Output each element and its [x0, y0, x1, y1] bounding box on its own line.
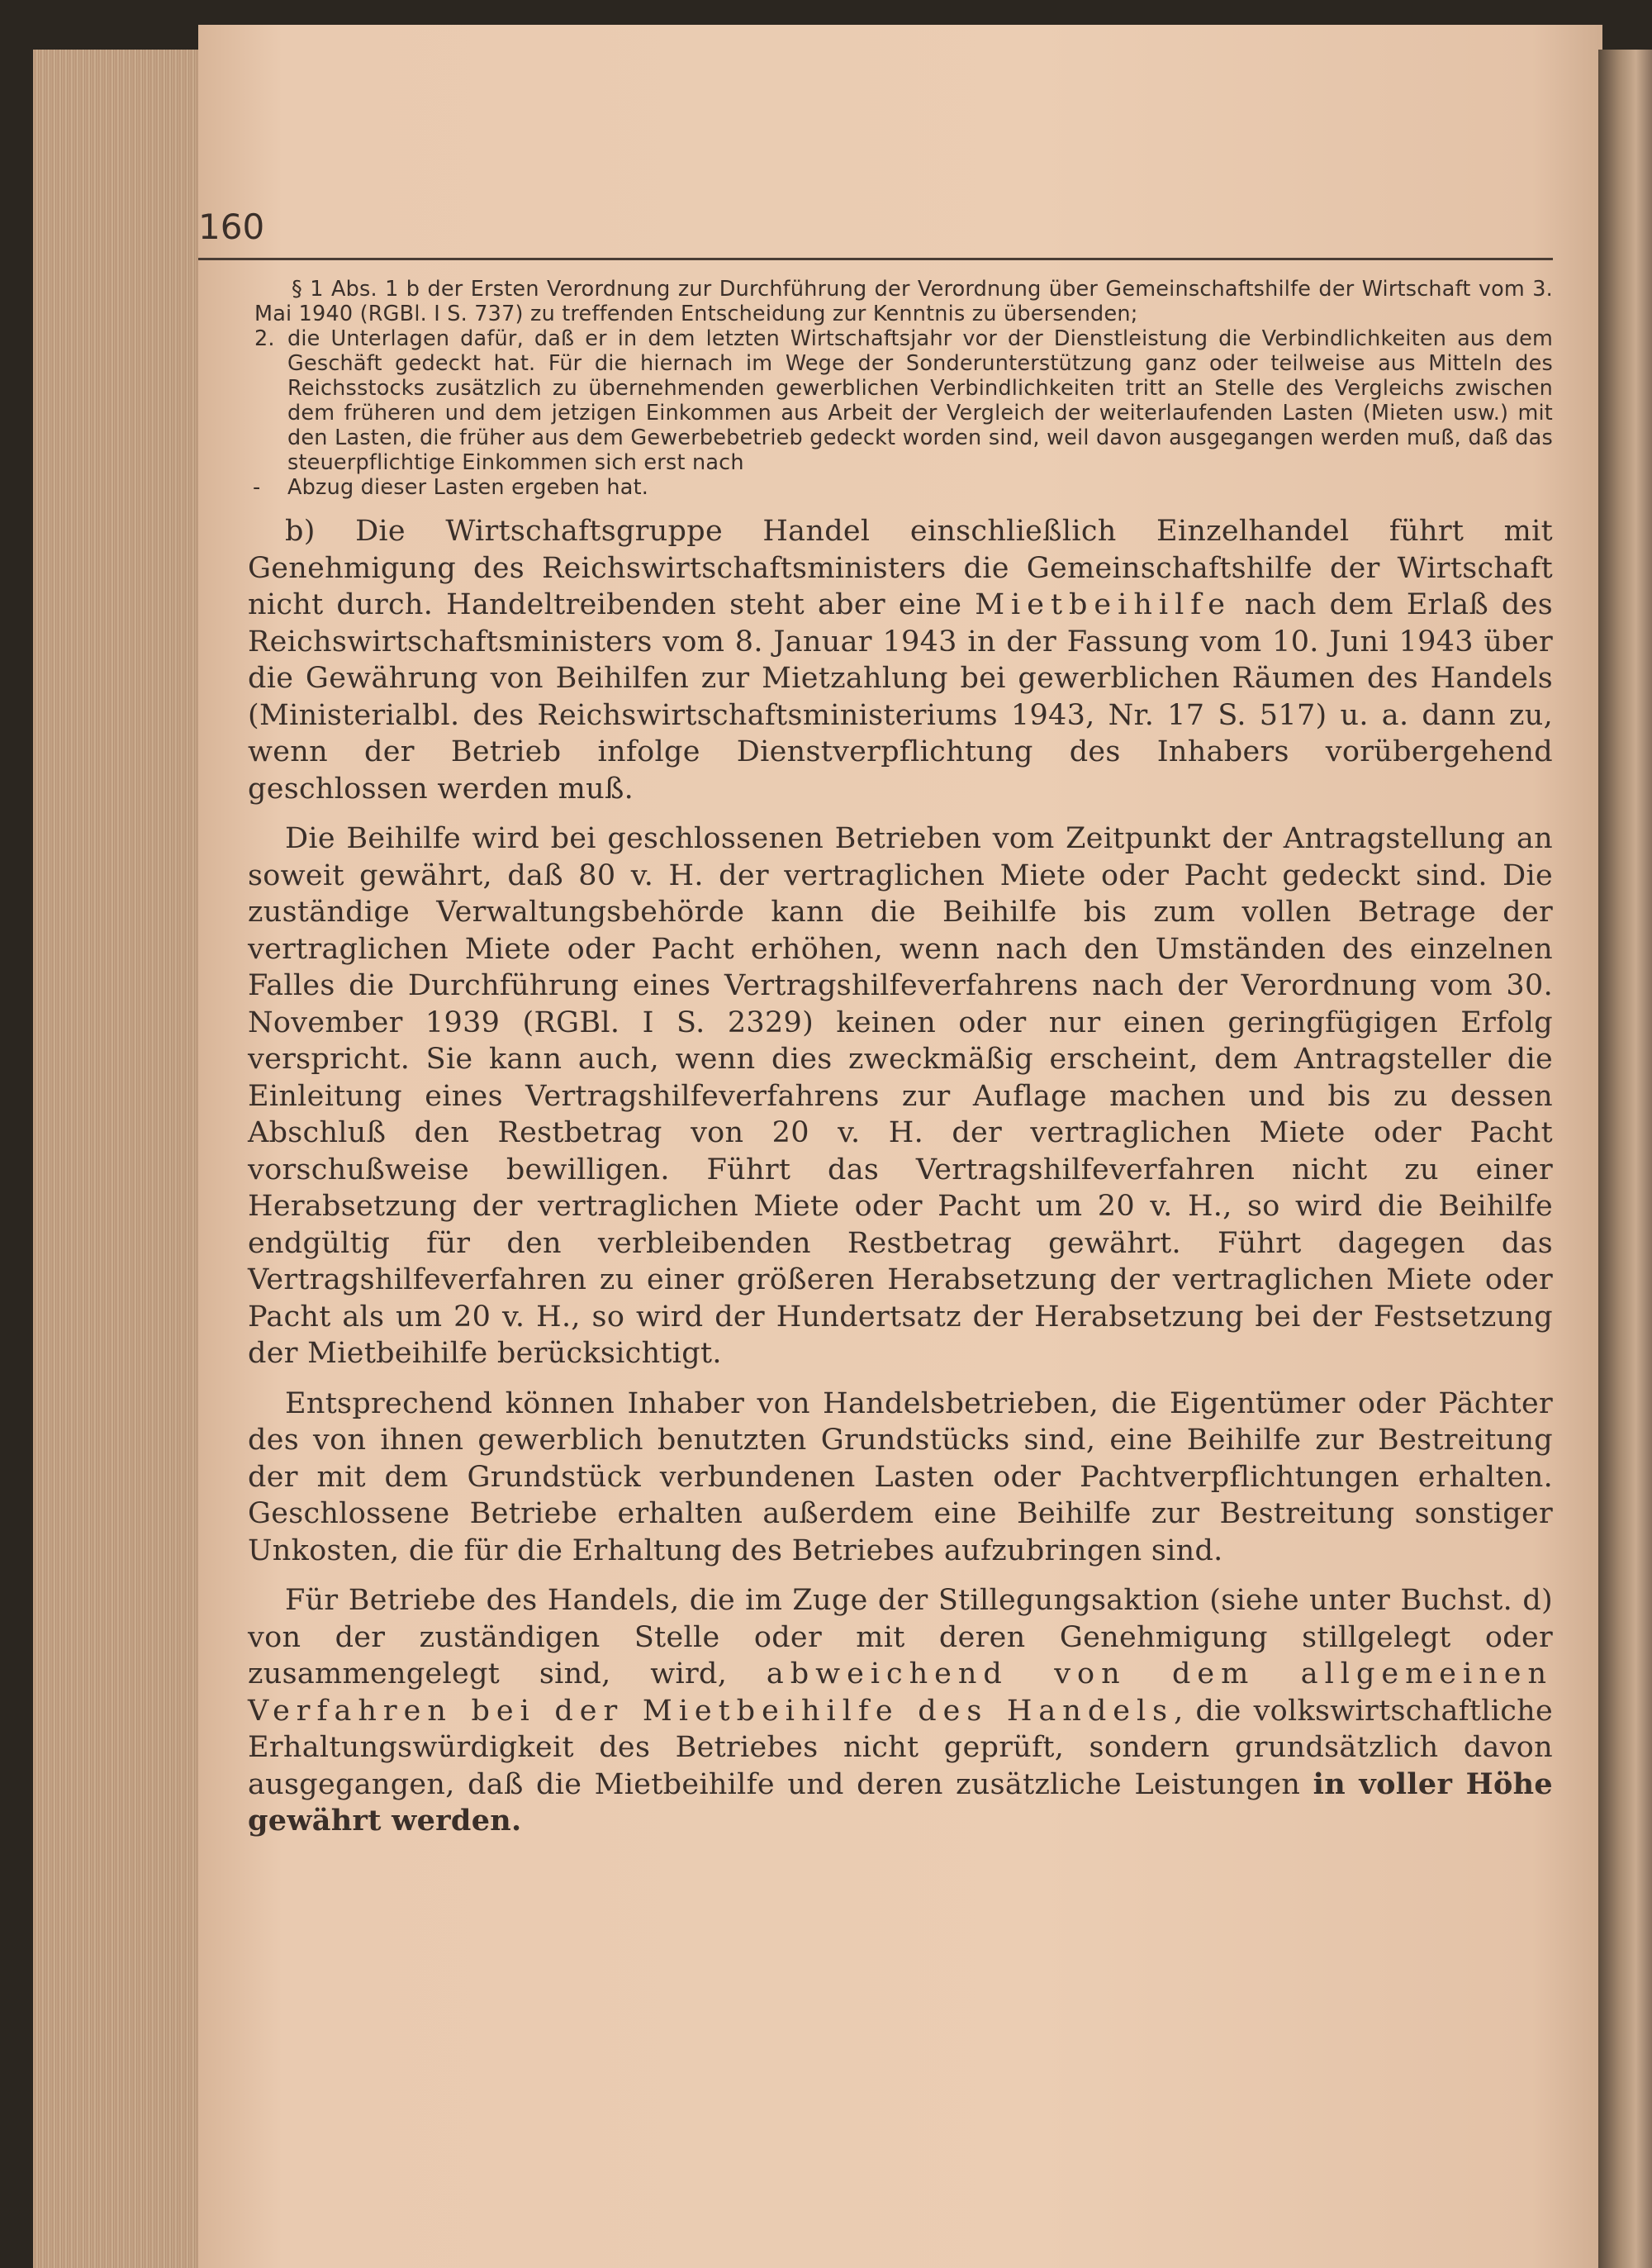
footnote-item-2	[248, 326, 1553, 475]
footnote-item-2-text: die Unterlagen dafür, daß er in dem letzten Wirtschaftsjahr vor der Dienstleistung die Verbindlichkeiten aus dem Geschäft gedeckt hat. Für die hiernach im Wege der Sonderunterstützung ganz oder teilweise aus Mitteln des Reichsstocks zusätzlich zu übernehmenden gewerblichen Verbindlichkeiten tritt an Stelle des Vergleichs zwischen dem früheren und dem jetzigen Einkommen aus Arbeit der Vergleich der weiterlaufenden Lasten (Mieten usw.) mit den Lasten, die früher aus dem Gewerbebetrieb gedeckt worden sind, weil davon ausgegangen werden muß, daß das steuerpflichtige Einkommen sich erst nach	[287, 326, 1553, 475]
footnote-item-3-mark: -	[253, 475, 261, 500]
paragraph-b	[248, 513, 1553, 807]
abweichend-emphasis: abweichend von dem allgemeinen Verfahren bei der Mietbeihilfe des Handels	[248, 1657, 1553, 1728]
footnote-list	[248, 326, 1553, 500]
paragraph-entsprechend: Entsprechend können Inhaber von Handelsbetrieben, die Eigentümer oder Pächter des von ihnen gewerblich benutzten Grundstücks sind, eine Beihilfe zur Bestreitung der mit dem Grundstück verbundenen Lasten oder Pachtverpflichtungen erhalten. Geschlossene Betriebe erhalten außerdem eine Beihilfe zur Bestreitung sonstiger Unkosten, die für die Erhaltung des Betriebes aufzubringen sind.	[248, 1386, 1553, 1567]
footnote-item-2-number: 2.	[254, 326, 275, 351]
paragraph-stillegung-text-1: Für Betriebe des Handels, die im Zuge der Stillegungsaktion (siehe unter Buchst. d) von der zuständigen Stelle oder mit deren Genehmigung stillgelegt oder zusammengelegt sind, wird,	[248, 1584, 1553, 1690]
paragraph-b-text-2: nach dem Erlaß des Reichswirtschaftsministers vom 8. Januar 1943 in der Fassung vom 10. Juni 1943 über die Gewährung von Beihilfen zur Mietzahlung bei gewerblichen Räumen des Handels (Ministerialbl. des Reichswirtschaftsministeriums 1943, Nr. 17 S. 517) u. a. dann zu, wenn der Betrieb infolge Dienstverpflichtung des Inhabers vorübergehend geschlossen werden muß.	[248, 588, 1553, 806]
mietbeihilfe-emphasis: Mietbeihilfe	[975, 588, 1232, 621]
page-content	[248, 198, 1553, 1840]
page-number: 160	[198, 207, 265, 247]
book-page-edges	[33, 50, 198, 2268]
footnote-item-3	[248, 475, 1553, 500]
paragraph-stillegung	[248, 1582, 1553, 1840]
paragraph-beihilfe: Die Beihilfe wird bei geschlossenen Betrieben vom Zeitpunkt der Antragstellung an soweit gewährt, daß 80 v. H. der vertraglichen Miete oder Pacht gedeckt sind. Die zuständige Verwaltungsbehörde kann die Beihilfe bis zum vollen Betrage der vertraglichen Miete oder Pacht erhöhen, wenn nach den Umständen des einzelnen Falles die Durchführung eines Vertragshilfeverfahrens nach der Verordnung vom 30. November 1939 (RGBl. I S. 2329) keinen oder nur einen geringfügigen Erfolg verspricht. Sie kann auch, wenn dies zweckmäßig erscheint, dem Antragsteller die Einleitung eines Vertragshilfeverfahrens zur Auflage machen und bis zu dessen Abschluß den Restbetrag von 20 v. H. der vertraglichen Miete oder Pacht vorschußweise bewilligen. Führt das Vertragshilfeverfahren nicht zu einer Herabsetzung der vertraglichen Miete oder Pacht um 20 v. H., so wird die Beihilfe endgültig für den verbleibenden Restbetrag gewährt. Führt dagegen das Vertragshilfeverfahren zu einer größeren Herabsetzung der vertraglichen Miete oder Pacht als um 20 v. H., so wird der Hundertsatz der Herabsetzung bei der Festsetzung der Mietbeihilfe berücksichtigt.	[248, 822, 1553, 1370]
paragraph-b-text-1: b) Die Wirtschaftsgruppe Handel einschließlich Einzelhandel führt mit Genehmigung des Reichswirtschaftsministers die Gemeinschaftshilfe der Wirtschaft nicht durch. Handeltreibenden steht aber eine	[248, 515, 1553, 621]
footnote-intro: § 1 Abs. 1 b der Ersten Verordnung zur Durchführung der Verordnung über Gemeinschaftshilfe der Wirtschaft vom 3. Mai 1940 (RGBl. I S. 737) zu treffenden Entscheidung zur Kenntnis zu übersenden;	[254, 277, 1553, 326]
facing-page-edge	[1598, 50, 1652, 2268]
paragraph-stillegung-text-2: , die volkswirtschaftliche Erhaltungswürdigkeit des Betriebes nicht geprüft, sondern grundsätzlich davon ausgegangen, daß die Mietbeihilfe und deren zusätzliche Leistungen	[248, 1694, 1553, 1801]
footnote-block	[248, 277, 1553, 500]
voller-hoehe-emphasis: in voller Höhe gewährt werden.	[248, 1766, 1553, 1838]
footnote-item-3-text: Abzug dieser Lasten ergeben hat.	[287, 475, 649, 500]
